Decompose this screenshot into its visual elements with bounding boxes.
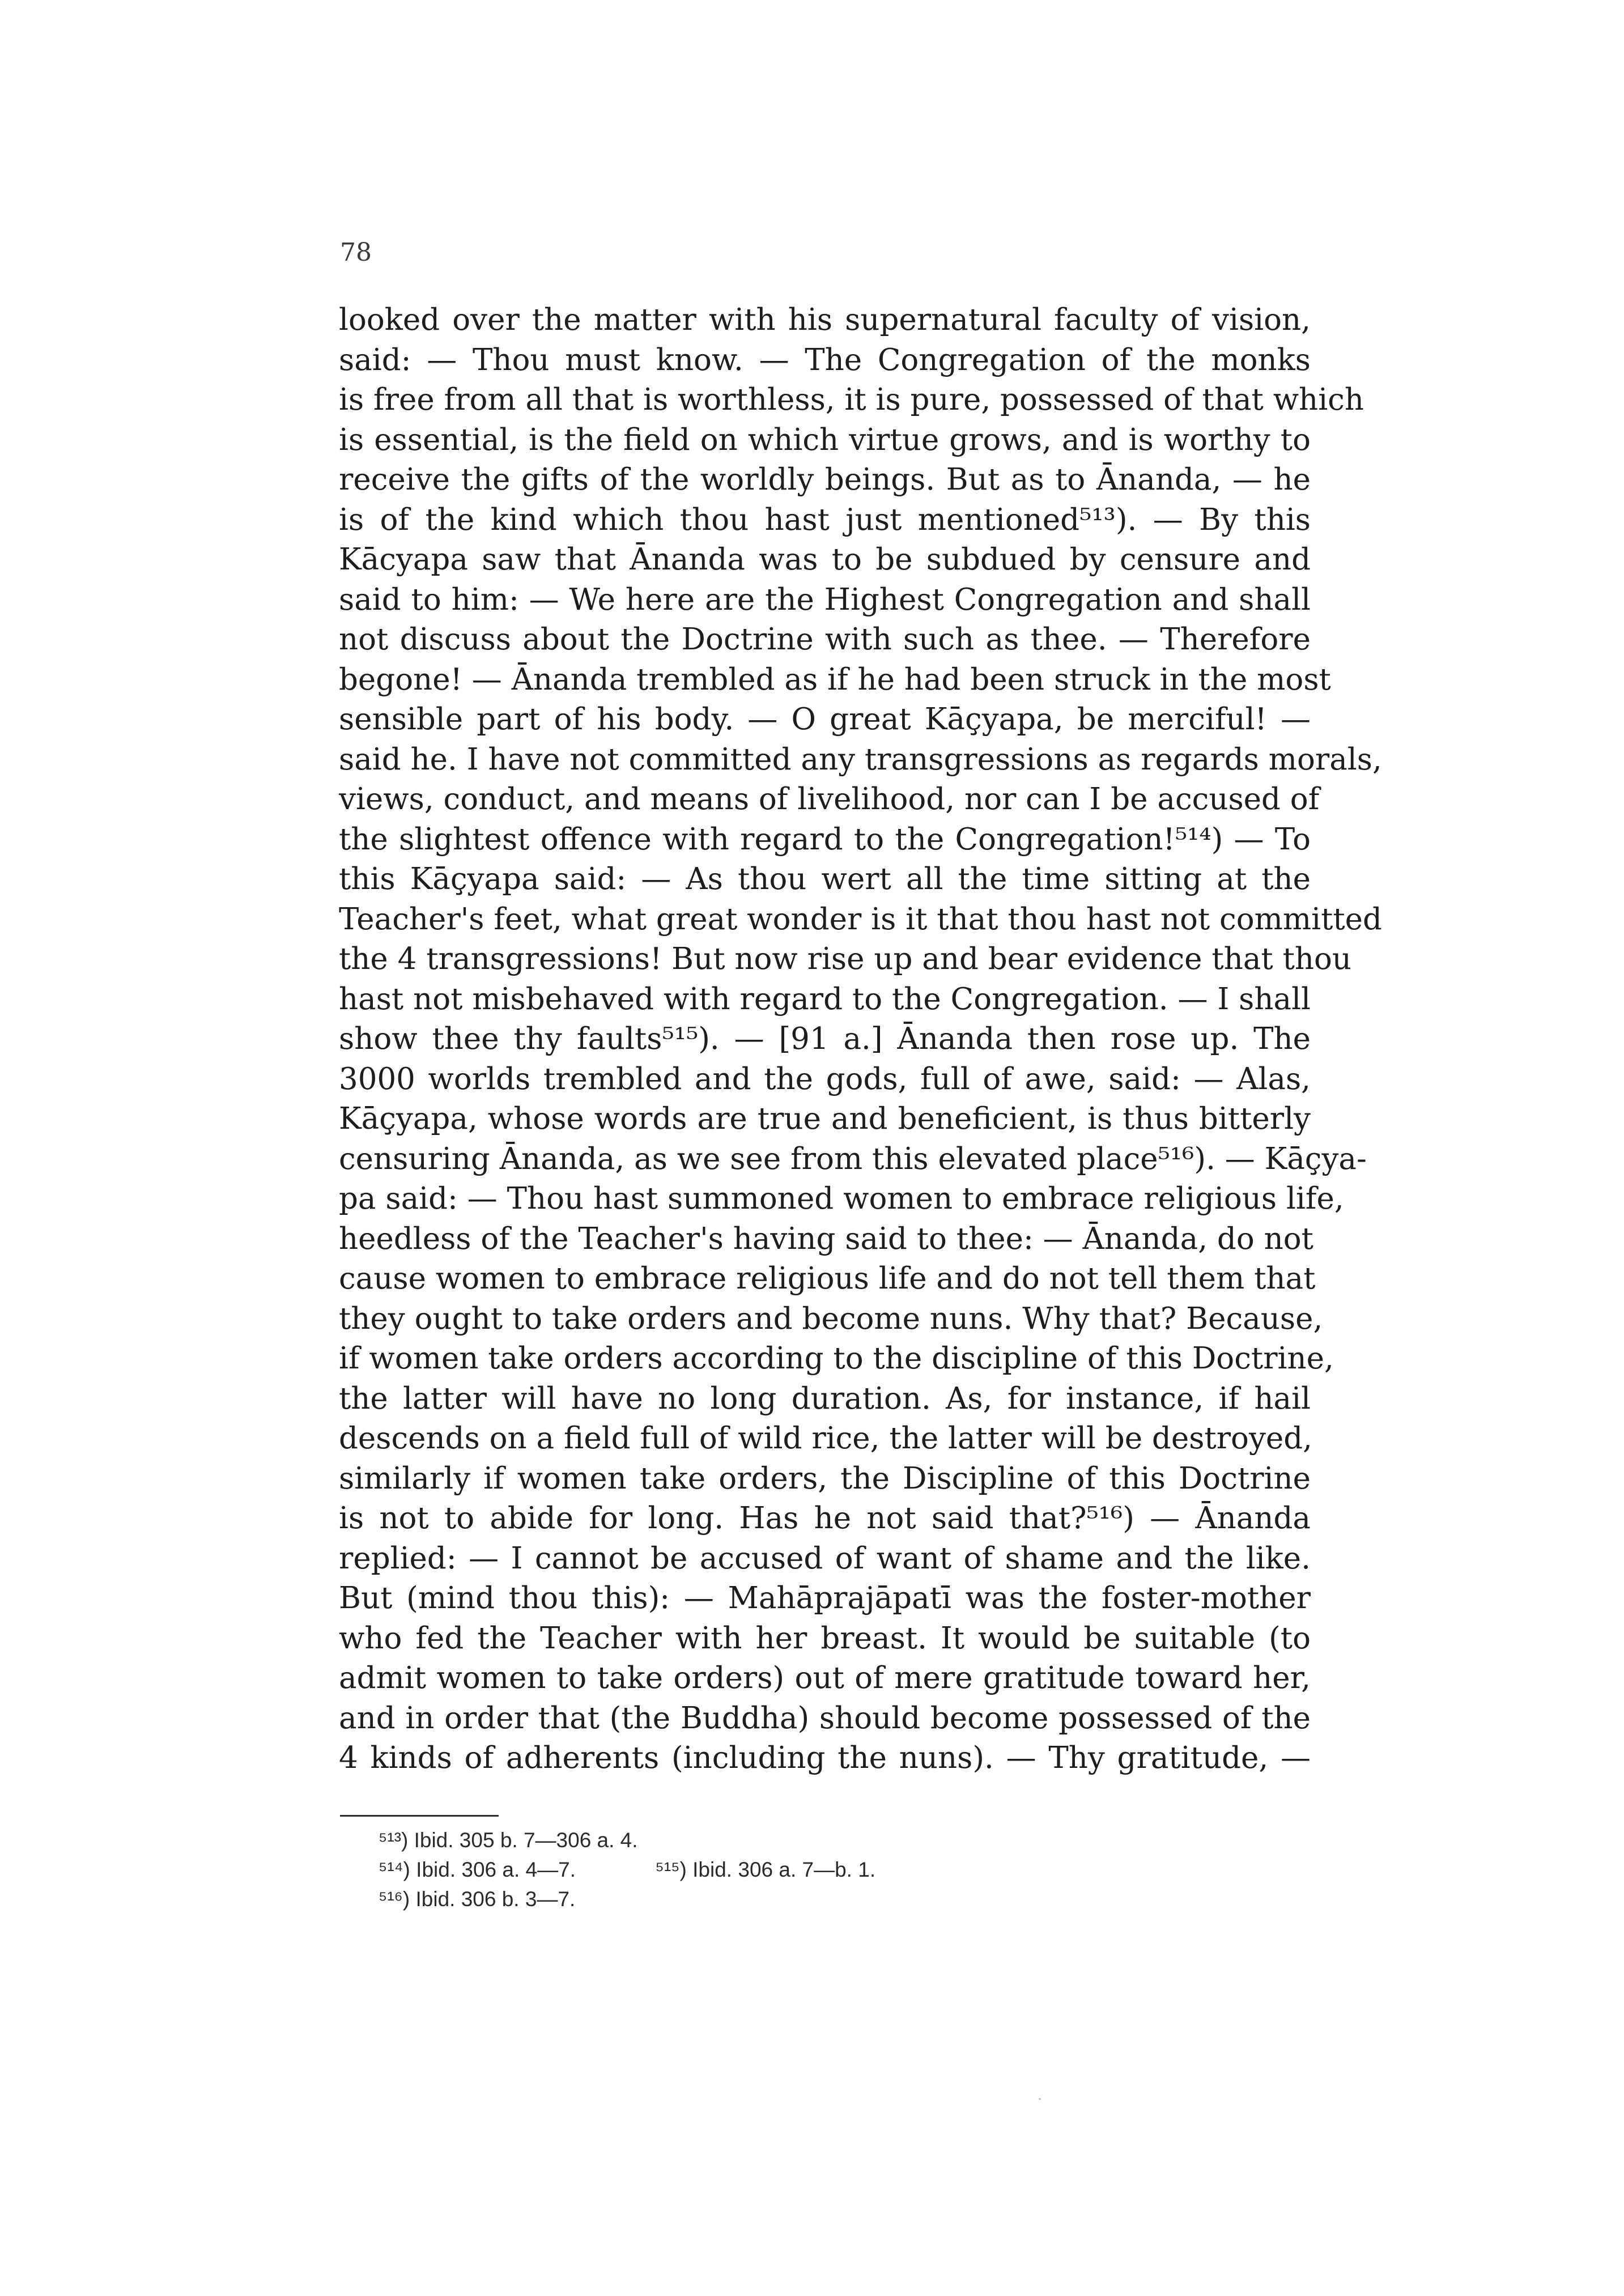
body-line: sensible part of his body. — O great Kāçyapa, be merciful! — (339, 702, 1311, 737)
footnote-marker: ⁵¹⁴) (379, 1858, 410, 1881)
body-line: said he. I have not committed any transgressions as regards morals, (339, 742, 1382, 777)
footnote-marker: ⁵¹⁵) (655, 1858, 687, 1881)
body-line: begone! — Ānanda trembled as if he had been struck in the most (339, 662, 1331, 697)
body-line: the latter will have no long duration. As, for instance, if hail (339, 1381, 1311, 1416)
page-number: 78 (340, 238, 372, 267)
footnote-row (379, 1885, 875, 1914)
body-line: Kācyapa saw that Ānanda was to be subdued by censure and (339, 542, 1311, 577)
body-line: who fed the Teacher with her breast. It would be suitable (to (339, 1621, 1311, 1656)
body-line: But (mind thou this): — Mahāprajāpatī was the foster-mother (339, 1581, 1311, 1615)
body-line: Kāçyapa, whose words are true and beneficient, is thus bitterly (339, 1102, 1311, 1136)
body-line: looked over the matter with his supernatural faculty of vision, (339, 303, 1311, 337)
footnote-marker: ⁵¹⁶) (379, 1887, 410, 1911)
paper-speck (1039, 2098, 1041, 2100)
body-line: heedless of the Teacher's having said to thee: — Ānanda, do not (339, 1221, 1313, 1256)
body-line: said: — Thou must know. — The Congregation of the monks (339, 342, 1311, 377)
body-line: views, conduct, and means of livelihood, nor can I be accused of (339, 782, 1320, 817)
body-line: they ought to take orders and become nuns. Why that? Because, (339, 1301, 1323, 1336)
footnote-marker: ⁵¹³) (379, 1829, 409, 1852)
footnote-row (379, 1826, 875, 1855)
body-line: is essential, is the field on which virtue grows, and is worthy to (339, 422, 1311, 457)
footnotes (379, 1826, 875, 1914)
footnote-text: Ibid. 306 a. 4—7. (416, 1858, 576, 1881)
body-line: this Kāçyapa said: — As thou wert all the time sitting at the (339, 862, 1311, 896)
body-line: the 4 transgressions! But now rise up and bear evidence that thou (339, 942, 1352, 976)
body-line: is not to abide for long. Has he not said that?⁵¹⁶) — Ānanda (339, 1501, 1311, 1536)
body-line: replied: — I cannot be accused of want of shame and the like. (339, 1541, 1311, 1576)
body-line: if women take orders according to the discipline of this Doctrine, (339, 1341, 1334, 1376)
footnote-text: Ibid. 305 b. 7—306 a. 4. (414, 1829, 638, 1852)
body-line: is free from all that is worthless, it is pure, possessed of that which (339, 382, 1364, 417)
body-line: pa said: — Thou hast summoned women to embrace religious life, (339, 1181, 1344, 1216)
body-line: censuring Ānanda, as we see from this elevated place⁵¹⁶). — Kāçya- (339, 1141, 1367, 1176)
body-line: descends on a field full of wild rice, the latter will be destroyed, (339, 1421, 1313, 1456)
body-line: similarly if women take orders, the Discipline of this Doctrine (339, 1461, 1311, 1496)
body-line: and in order that (the Buddha) should become possessed of the (339, 1700, 1311, 1736)
body-line: 3000 worlds trembled and the gods, full of awe, said: — Alas, (339, 1061, 1311, 1096)
body-line: show thee thy faults⁵¹⁵). — [91 a.] Ānanda then rose up. The (339, 1022, 1311, 1056)
body-line: the slightest offence with regard to the Congregation!⁵¹⁴) — To (339, 822, 1311, 857)
body-line: hast not misbehaved with regard to the Congregation. — I shall (339, 981, 1311, 1017)
footnote-rule (340, 1815, 499, 1817)
body-line: Teacher's feet, what great wonder is it that thou hast not committed (339, 902, 1382, 937)
footnote-row (379, 1855, 875, 1885)
body-line: is of the kind which thou hast just mentioned⁵¹³). — By this (339, 502, 1311, 537)
footnote-text: Ibid. 306 b. 3—7. (415, 1887, 576, 1911)
body-line: receive the gifts of the worldly beings. But as to Ānanda, — he (339, 462, 1311, 497)
footnote-text: Ibid. 306 a. 7—b. 1. (692, 1858, 876, 1881)
body-line: admit women to take orders) out of mere gratitude toward her, (339, 1661, 1311, 1695)
body-text (339, 300, 1382, 1779)
body-line: 4 kinds of adherents (including the nuns). — Thy gratitude, — (339, 1741, 1311, 1775)
body-line: cause women to embrace religious life and do not tell them that (339, 1261, 1316, 1296)
body-line: not discuss about the Doctrine with such as thee. — Therefore (339, 622, 1311, 657)
body-line: said to him: — We here are the Highest Congregation and shall (339, 582, 1311, 617)
